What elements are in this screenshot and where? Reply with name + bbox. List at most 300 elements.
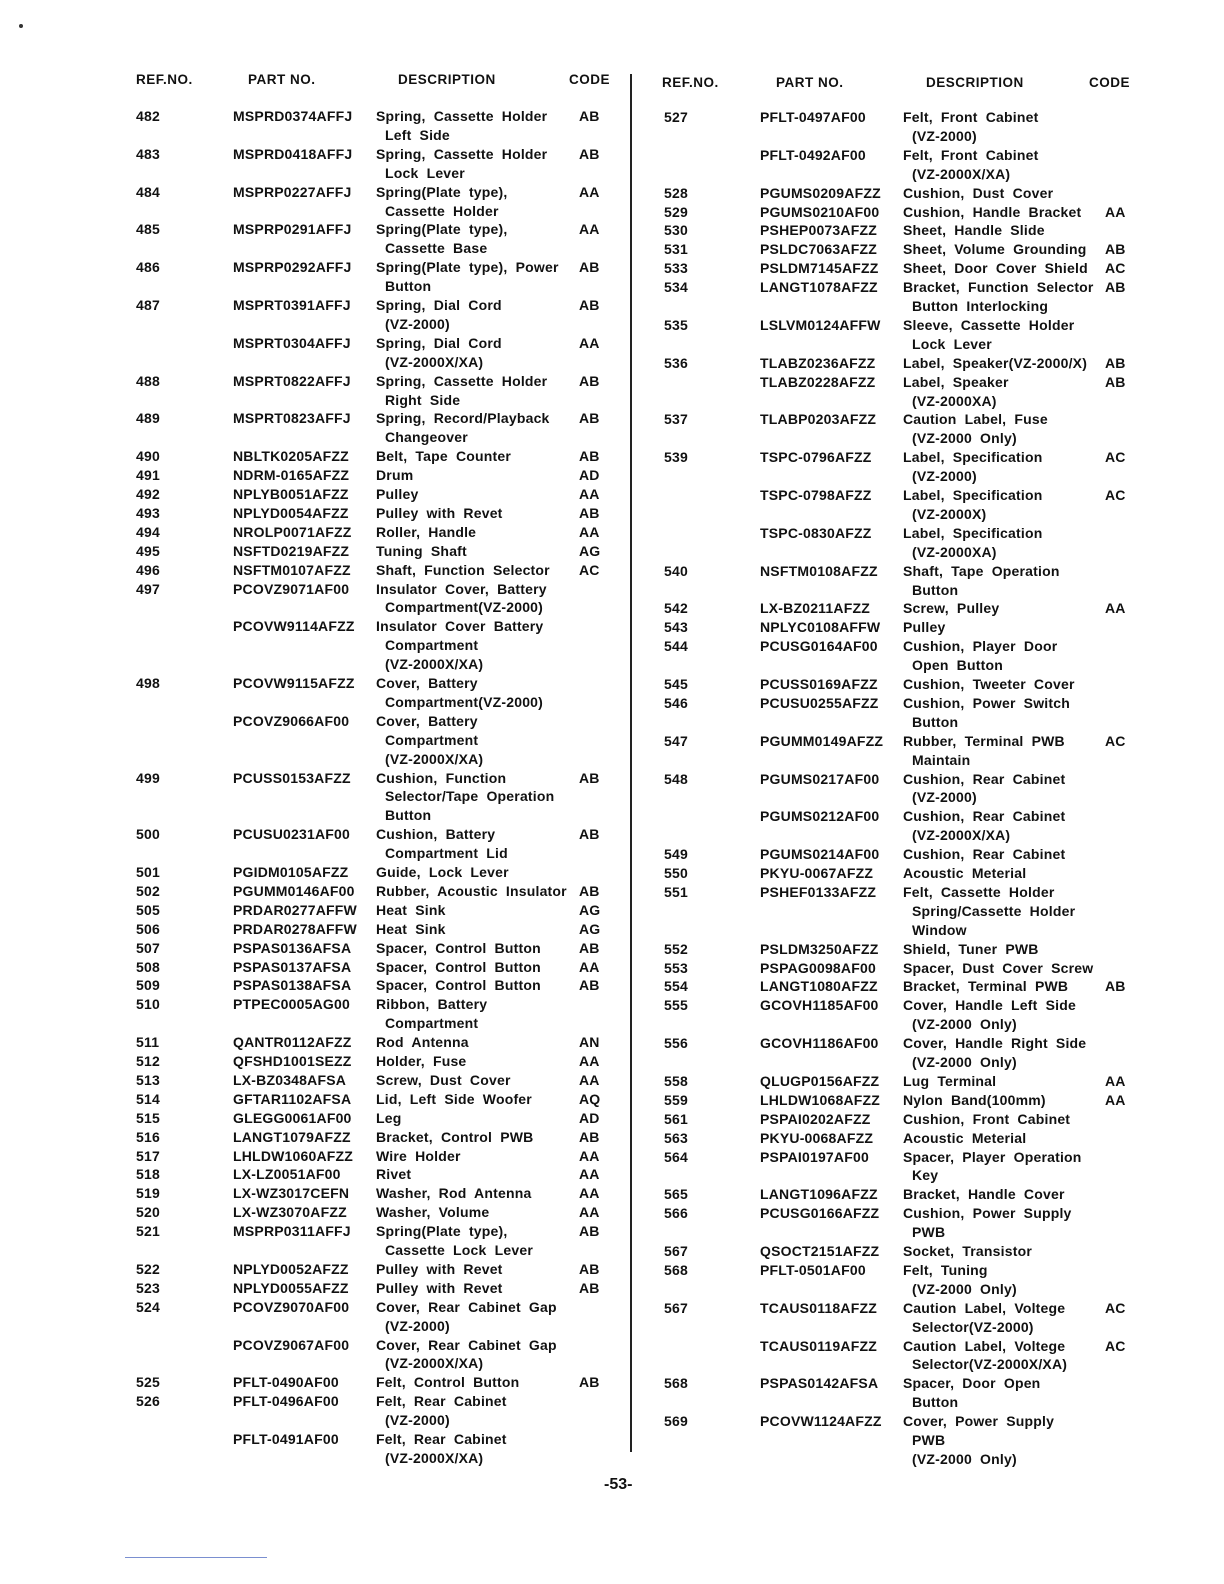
description [376, 409, 550, 447]
description [376, 1090, 532, 1109]
description [376, 296, 502, 334]
description-line: Cover, Handle Right Side [903, 1035, 1087, 1052]
description [903, 316, 1074, 354]
part-number: NBLTK0205AFZZ [233, 448, 349, 465]
ref-number: 524 [136, 1298, 160, 1315]
description [376, 769, 554, 826]
ref-number: 509 [136, 977, 160, 994]
description-line: Cushion, Rear Cabinet [903, 846, 1066, 863]
header-code-left: CODE [569, 72, 611, 87]
description [903, 524, 1042, 562]
ref-number: 550 [664, 865, 688, 881]
part-number: PFLT-0501AF00 [760, 1261, 866, 1278]
description-line: Bracket, Terminal PWB [903, 978, 1069, 995]
ref-number: 554 [664, 978, 688, 995]
price-code: AC [579, 561, 600, 578]
description-line: Spring/Cassette Holder [912, 902, 1076, 919]
part-number: LHLDW1068AFZZ [760, 1091, 881, 1108]
header-part-right: PART NO. [776, 75, 844, 90]
description-line: Felt, Control Button [376, 1374, 520, 1391]
description [376, 1222, 533, 1260]
description-line: (VZ-2000) [385, 1317, 450, 1334]
description-line: Cushion, Battery [376, 826, 496, 843]
price-code: AB [1105, 279, 1126, 296]
description [376, 1147, 461, 1166]
description-line: Spacer, Control Button [376, 958, 541, 975]
ref-number: 500 [136, 826, 160, 843]
description [376, 825, 508, 863]
ref-number: 507 [136, 939, 160, 956]
part-number: LX-LZ0051AF00 [233, 1166, 341, 1183]
price-code: AC [1105, 487, 1126, 503]
ref-number: 565 [664, 1186, 688, 1203]
price-code: AG [579, 920, 601, 937]
description [376, 183, 507, 221]
price-code: AB [579, 939, 600, 956]
description-line: Window [912, 921, 967, 938]
description-line: Bracket, Function Selector [903, 279, 1094, 296]
description-line: Bracket, Handle Cover [903, 1186, 1065, 1203]
part-number: LX-BZ0211AFZZ [760, 600, 870, 617]
ref-number: 547 [664, 732, 688, 749]
description [376, 1052, 466, 1071]
description [376, 1165, 411, 1184]
description [376, 920, 446, 939]
price-code: AB [579, 1279, 600, 1296]
ref-number: 548 [664, 770, 688, 787]
description-line: Caution Label, Voltege [903, 1299, 1066, 1316]
ref-number: 536 [664, 354, 688, 371]
price-code: AA [1105, 1091, 1126, 1108]
description [903, 940, 1039, 959]
description-line: Rod Antenna [376, 1034, 469, 1051]
description-line: Washer, Rod Antenna [376, 1185, 532, 1202]
description [376, 466, 413, 485]
ref-number: 525 [136, 1374, 160, 1391]
part-number: PFLT-0497AF00 [760, 109, 866, 125]
description [376, 1336, 557, 1374]
part-number: LX-WZ3017CEFN [233, 1185, 350, 1202]
description-line: Spacer, Control Button [376, 977, 541, 994]
part-number: MSPRT0304AFFJ [233, 334, 351, 351]
description-line: Button [912, 1394, 959, 1411]
price-code: AB [579, 1223, 600, 1240]
ref-number: 552 [664, 940, 688, 957]
description [376, 958, 541, 977]
part-number: TSPC-0798AFZZ [760, 487, 872, 503]
description-line: Cushion, Dust Cover [903, 184, 1054, 201]
description [903, 108, 1038, 146]
description-line: Label, Specification [903, 449, 1043, 466]
description [376, 145, 547, 183]
description [903, 807, 1065, 845]
part-number: PGUMS0212AF00 [760, 808, 880, 825]
description-line: Felt, Front Cabinet [903, 146, 1039, 163]
description [903, 1110, 1070, 1129]
ref-number: 498 [136, 675, 160, 691]
part-number: QSOCT2151AFZZ [760, 1243, 880, 1259]
description [376, 523, 476, 542]
header-ref-right: REF.NO. [662, 75, 719, 90]
part-number: TLABZ0228AFZZ [760, 373, 876, 390]
price-code: AA [1105, 1072, 1126, 1089]
part-number: QLUGP0156AFZZ [760, 1072, 880, 1089]
description [903, 259, 1088, 278]
description-line: Screw, Dust Cover [376, 1071, 511, 1088]
description-line: Compartment [385, 731, 479, 748]
description-line: Lid, Left Side Woofer [376, 1090, 532, 1107]
ref-number: 511 [136, 1034, 160, 1051]
description-line: Compartment [385, 637, 479, 654]
ref-number: 569 [664, 1413, 688, 1430]
description [376, 1184, 531, 1203]
description [376, 447, 511, 466]
part-number: PSLDM3250AFZZ [760, 940, 879, 957]
price-code: AA [579, 486, 600, 502]
part-number: PFLT-0492AF00 [760, 146, 866, 163]
description [903, 1299, 1065, 1337]
description [903, 240, 1086, 259]
part-number: LANGT1079AFZZ [233, 1128, 351, 1145]
part-number: PCOVW9114AFZZ [233, 618, 355, 635]
description-line: Lock Lever [385, 164, 465, 181]
price-code: AA [579, 1147, 600, 1164]
part-number: PCOVZ9067AF00 [233, 1336, 350, 1353]
part-number: PCOVZ9070AF00 [233, 1298, 350, 1315]
description-line: Compartment(VZ-2000) [385, 599, 544, 616]
ref-number: 561 [664, 1110, 688, 1127]
part-number: TSPC-0830AFZZ [760, 524, 872, 541]
description-line: Rubber, Acoustic Insulator [376, 882, 567, 899]
description [376, 334, 502, 372]
price-code: AC [1105, 1337, 1126, 1354]
part-number: PCUSU0231AF00 [233, 826, 350, 843]
part-number: PCUSU0255AFZZ [760, 694, 879, 711]
description [376, 1033, 469, 1052]
description [903, 221, 1045, 240]
part-number: PSPAI0202AFZZ [760, 1110, 871, 1127]
ref-number: 492 [136, 486, 160, 502]
description-line: (VZ-2000 Only) [912, 1280, 1017, 1297]
description [903, 1072, 996, 1091]
description-line: Open Button [912, 657, 1003, 674]
description-line: Wire Holder [376, 1147, 461, 1164]
part-number: TCAUS0119AFZZ [760, 1337, 877, 1354]
price-code: AB [579, 448, 600, 465]
description-line: Nylon Band(100mm) [903, 1091, 1046, 1108]
ref-number: 555 [664, 997, 688, 1014]
description [903, 599, 999, 618]
description [903, 675, 1075, 694]
description-line: Spacer, Dust Cover Screw [903, 959, 1094, 976]
description-line: (VZ-2000 Only) [912, 1450, 1017, 1467]
description-line: Cassette Lock Lever [385, 1242, 533, 1258]
description-line: Pulley [903, 619, 946, 636]
description [376, 995, 487, 1033]
description-line: Heat Sink [376, 901, 446, 918]
description [903, 1185, 1065, 1204]
price-code: AB [579, 1374, 600, 1391]
part-number: LANGT1096AFZZ [760, 1186, 878, 1203]
description-line: Spring, Record/Playback [376, 410, 550, 427]
ref-number: 544 [664, 638, 688, 655]
description [376, 1071, 511, 1090]
description [376, 674, 543, 712]
description [376, 1279, 503, 1298]
description-line: Acoustic Meterial [903, 1129, 1027, 1146]
part-number: LX-WZ3070AFZZ [233, 1204, 347, 1221]
part-number: MSPRT0823AFFJ [233, 410, 351, 427]
ref-number: 551 [664, 883, 688, 900]
description-line: Cushion, Function [376, 769, 507, 786]
part-number: PTPEC0005AG00 [233, 996, 350, 1013]
description-line: Spring(Plate type), [376, 221, 508, 238]
description [903, 1034, 1086, 1072]
price-code: AA [579, 1185, 600, 1202]
price-code: AB [579, 259, 600, 276]
description-line: Felt, Rear Cabinet [376, 1393, 507, 1410]
description-line: Pulley with Revet [376, 1260, 503, 1277]
part-number: NROLP0071AFZZ [233, 523, 352, 540]
description [376, 220, 507, 258]
description [376, 712, 483, 769]
description-line: Acoustic Meterial [903, 865, 1027, 881]
description [903, 1412, 1054, 1469]
part-number: GCOVH1186AF00 [760, 1035, 879, 1052]
description [376, 485, 418, 504]
description-line: Cover, Rear Cabinet Gap [376, 1336, 557, 1353]
part-number: NSFTM0107AFZZ [233, 561, 351, 578]
price-code: AB [579, 769, 600, 786]
description-line: Maintain [912, 751, 971, 768]
description [903, 770, 1065, 808]
ref-number: 515 [136, 1109, 160, 1126]
description-line: Ribbon, Battery [376, 996, 488, 1013]
part-number: GLEGG0061AF00 [233, 1109, 352, 1126]
ref-number: 496 [136, 561, 160, 578]
description-line: (VZ-2000X/XA) [385, 1355, 484, 1372]
part-number: PGUMM0149AFZZ [760, 732, 884, 749]
description [376, 1128, 533, 1147]
description-line: Spring(Plate type), [376, 183, 508, 200]
description [903, 373, 1009, 411]
description [903, 1148, 1082, 1186]
ref-number: 537 [664, 411, 688, 428]
part-number: PSHEP0073AFZZ [760, 222, 877, 239]
description-line: Cushion, Power Supply [903, 1205, 1072, 1222]
description [903, 146, 1038, 184]
ref-number: 521 [136, 1223, 160, 1240]
ref-number: 488 [136, 372, 160, 389]
description-line: Pulley [376, 486, 419, 502]
ref-number: 493 [136, 504, 160, 521]
part-number: MSPRD0418AFFJ [233, 145, 353, 162]
description-line: PWB [912, 1224, 946, 1241]
price-code: AB [579, 977, 600, 994]
ref-number: 522 [136, 1260, 160, 1277]
price-code: AC [1105, 1299, 1126, 1316]
description-line: Sleeve, Cassette Holder [903, 316, 1075, 333]
description-line: Cover, Battery [376, 712, 478, 729]
part-number: PGUMS0210AF00 [760, 203, 880, 220]
part-number: NSFTM0108AFZZ [760, 562, 878, 579]
part-number: MSPRT0391AFFJ [233, 297, 351, 313]
description-line: Caution Label, Voltege [903, 1337, 1066, 1354]
part-number: PFLT-0491AF00 [233, 1431, 339, 1447]
price-code: AA [579, 1053, 600, 1069]
part-number: PCUSG0166AFZZ [760, 1205, 880, 1222]
part-number: TCAUS0118AFZZ [760, 1299, 877, 1316]
part-number: LSLVM0124AFFW [760, 316, 881, 333]
ref-number: 486 [136, 259, 160, 276]
description [903, 732, 1065, 770]
scan-dot [19, 24, 23, 28]
ref-number: 497 [136, 580, 160, 597]
description-line: Shaft, Function Selector [376, 561, 550, 578]
price-code: AA [1105, 203, 1126, 220]
ref-number: 567 [664, 1243, 688, 1259]
description-line: Felt, Tuning [903, 1261, 988, 1278]
part-number: PCOVZ9071AF00 [233, 580, 350, 597]
description-line: (VZ-2000X/XA) [385, 1449, 484, 1466]
price-code: AG [579, 901, 601, 918]
description-line: Sheet, Volume Grounding [903, 241, 1087, 258]
description [903, 845, 1065, 864]
ref-number: 528 [664, 184, 688, 201]
ref-number: 535 [664, 316, 688, 333]
description-line: (VZ-2000X/XA) [385, 750, 484, 767]
part-number: TSPC-0796AFZZ [760, 449, 872, 466]
ref-number: 558 [664, 1072, 688, 1089]
description-line: Roller, Handle [376, 523, 477, 540]
ref-number: 518 [136, 1166, 160, 1183]
description-line: Spring, Dial Cord [376, 334, 502, 351]
description [903, 203, 1081, 222]
part-number: PSPAS0138AFSA [233, 977, 352, 994]
part-number: MSPRP0311AFFJ [233, 1223, 351, 1240]
ref-number: 539 [664, 449, 688, 466]
description-line: Spacer, Door Open [903, 1375, 1041, 1392]
description [376, 939, 541, 958]
description-line: Button [385, 807, 432, 824]
price-code: AB [579, 504, 600, 521]
ref-number: 485 [136, 221, 160, 238]
part-number: PCUSS0169AFZZ [760, 676, 878, 692]
part-number: NDRM-0165AFZZ [233, 467, 350, 484]
header-code-right: CODE [1089, 75, 1131, 90]
ref-number: 545 [664, 676, 688, 692]
price-code: AB [579, 882, 600, 899]
description-line: (VZ-2000X/XA) [912, 827, 1011, 844]
ref-number: 490 [136, 448, 160, 465]
column-divider [630, 74, 632, 1452]
ref-number: 512 [136, 1053, 160, 1069]
part-number: PSPAI0197AF00 [760, 1148, 869, 1165]
ref-number: 506 [136, 920, 160, 937]
header-desc-left: DESCRIPTION [398, 72, 496, 87]
part-number: NPLYD0052AFZZ [233, 1260, 349, 1277]
price-code: AB [579, 297, 600, 313]
description-line: Cushion, Power Switch [903, 694, 1070, 711]
header-ref-left: REF.NO. [136, 72, 193, 87]
price-code: AA [579, 1166, 600, 1183]
ref-number: 531 [664, 241, 688, 258]
description-line: Spacer, Player Operation [903, 1148, 1082, 1165]
page-number: -53- [604, 1476, 633, 1493]
description [903, 618, 945, 637]
description [376, 1298, 557, 1336]
description [376, 580, 547, 618]
description [376, 107, 547, 145]
part-number: MSPRD0374AFFJ [233, 108, 353, 124]
description [903, 184, 1053, 203]
part-number: PCOVW1124AFZZ [760, 1413, 882, 1430]
ref-number: 501 [136, 864, 160, 880]
description-line: Felt, Front Cabinet [903, 109, 1039, 125]
ref-number: 553 [664, 959, 688, 976]
part-number: PGUMM0146AF00 [233, 882, 355, 899]
description-line: Spring(Plate type), Power [376, 259, 559, 276]
part-number: PRDAR0278AFFW [233, 920, 357, 937]
description-line: Button [912, 581, 959, 598]
description-line: Changeover [385, 429, 468, 446]
description [903, 1242, 1032, 1261]
description-line: Felt, Cassette Holder [903, 883, 1055, 900]
part-number: NSFTD0219AFZZ [233, 542, 350, 559]
description-line: Spring(Plate type), [376, 1223, 508, 1240]
description [376, 1373, 519, 1392]
part-number: PFLT-0490AF00 [233, 1374, 339, 1391]
price-code: AA [579, 183, 600, 200]
description-line: Heat Sink [376, 920, 446, 937]
description-line: Label, Specification [903, 524, 1043, 541]
description-line: Sheet, Handle Slide [903, 222, 1045, 239]
description [903, 959, 1093, 978]
price-code: AQ [579, 1090, 601, 1107]
part-number: MSPRP0291AFFJ [233, 221, 352, 238]
ref-number: 564 [664, 1148, 688, 1165]
description [903, 278, 1094, 316]
ref-number: 484 [136, 183, 160, 200]
part-number: PRDAR0277AFFW [233, 901, 357, 918]
ref-number: 508 [136, 958, 160, 975]
description-line: PWB [912, 1432, 946, 1448]
part-number: PCOVZ9066AF00 [233, 712, 350, 729]
part-number: NPLYC0108AFFW [760, 619, 881, 636]
description [903, 354, 1087, 373]
description-line: Pulley with Revet [376, 1279, 503, 1296]
description-line: Felt, Rear Cabinet [376, 1431, 507, 1447]
description-line: Compartment Lid [385, 845, 508, 862]
ref-number: 495 [136, 542, 160, 559]
description-line: Left Side [385, 126, 450, 143]
description-line: (VZ-2000) [912, 468, 977, 485]
description [376, 1392, 507, 1430]
description-line: Button Interlocking [912, 298, 1049, 314]
price-code: AB [1105, 241, 1126, 258]
description [376, 372, 547, 410]
price-code: AB [1105, 978, 1126, 995]
ref-number: 549 [664, 846, 688, 863]
description [376, 617, 543, 674]
description-line: Selector(VZ-2000X/XA) [912, 1356, 1068, 1373]
ref-number: 523 [136, 1279, 160, 1296]
price-code: AG [579, 542, 601, 559]
description [903, 1204, 1072, 1242]
ref-number: 510 [136, 996, 160, 1013]
part-number: QFSHD1001SEZZ [233, 1053, 352, 1069]
description-line: Cassette Base [385, 240, 488, 257]
